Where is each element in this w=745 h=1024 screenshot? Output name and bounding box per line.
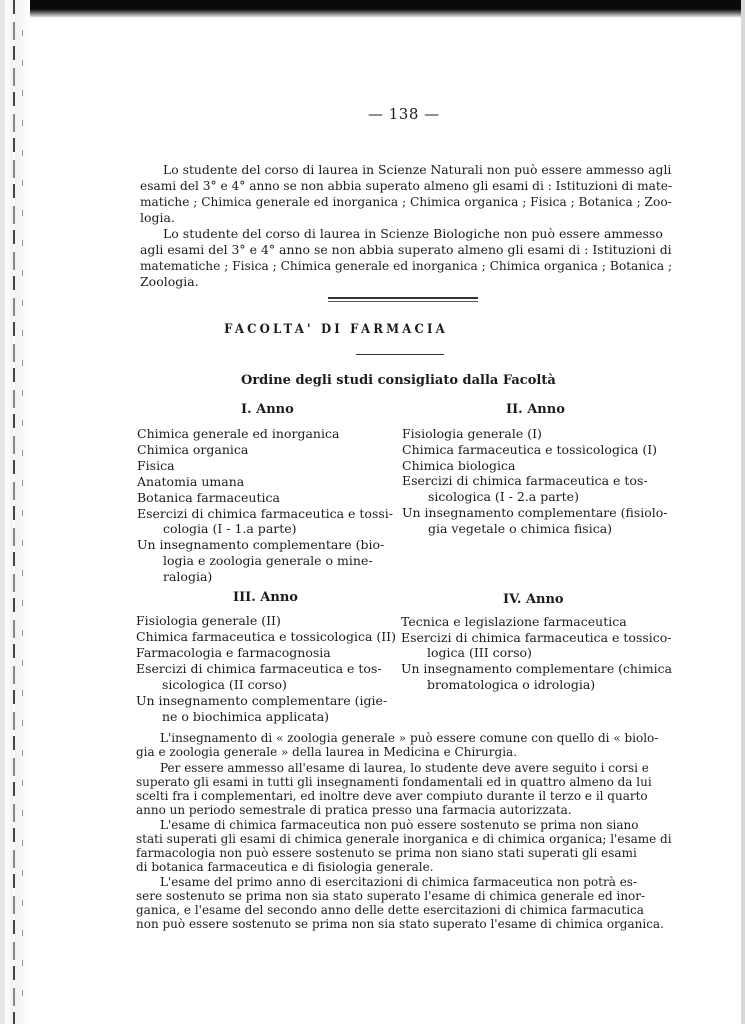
year-3-line: Esercizi di chimica farmaceutica e tos- xyxy=(136,661,382,676)
year-3-line: sicologica (II corso) xyxy=(162,677,287,692)
note-line: ganica, e l'esame del secondo anno delle dette esercitazioni di chimica farmacutica xyxy=(136,903,644,917)
year-2-line: Esercizi di chimica farmaceutica e tos- xyxy=(402,473,648,488)
heading-underline xyxy=(356,354,444,355)
intro-p1-line-2: esami del 3° e 4° anno se non abbia superato almeno gli esami di : Istituzioni di mate- xyxy=(140,178,673,193)
year-1-line: Chimica generale ed inorganica xyxy=(137,426,340,441)
year-2-line: gia vegetale o chimica fisica) xyxy=(428,521,613,536)
year-1-line: Botanica farmaceutica xyxy=(137,490,280,505)
note-line: non può essere sostenuto se prima non sia stato superato l'esame di chimica organica. xyxy=(136,917,664,931)
year-4-line: bromatologica o idrologia) xyxy=(427,677,596,692)
note-line: Per essere ammesso all'esame di laurea, lo studente deve avere seguito i corsi e xyxy=(160,761,649,775)
year-2-line: Un insegnamento complementare (fisiolo- xyxy=(402,505,668,520)
year-4-title: IV. Anno xyxy=(503,592,564,607)
year-1-line: cologia (I - 1.a parte) xyxy=(163,521,297,536)
note-line: sere sostenuto se prima non sia stato superato l'esame di chimica generale ed inor- xyxy=(136,889,646,903)
note-line: di botanica farmaceutica e di fisiologia generale. xyxy=(136,860,434,874)
year-1-line: Chimica organica xyxy=(137,442,249,457)
intro-p2-line-2: agli esami del 3° e 4° anno se non abbia superato almeno gli esami di : Istituzioni di xyxy=(140,242,672,257)
intro-p1-line-1: Lo studente del corso di laurea in Scienze Naturali non può essere ammesso agli xyxy=(163,162,672,177)
year-4-line: Tecnica e legislazione farmaceutica xyxy=(401,614,627,629)
year-4-line: Esercizi di chimica farmaceutica e tossico- xyxy=(401,630,672,645)
faculty-heading: FACOLTA' DI FARMACIA xyxy=(224,322,448,337)
intro-p2-line-3: matematiche ; Fisica ; Chimica generale ed inorganica ; Chimica organica ; Botanica ; xyxy=(140,258,673,273)
year-3-title: III. Anno xyxy=(233,590,298,605)
year-1-title: I. Anno xyxy=(241,402,294,417)
year-2-line: Chimica biologica xyxy=(402,458,516,473)
year-3-line: Farmacologia e farmacognosia xyxy=(136,645,331,660)
study-order-title: Ordine degli studi consigliato dalla Facoltà xyxy=(241,373,556,388)
intro-p1-line-4: logia. xyxy=(140,210,175,225)
year-4-line: Un insegnamento complementare (chimica xyxy=(401,661,672,676)
note-line: stati superati gli esami di chimica generale inorganica e di chimica organica; l'esame di xyxy=(136,832,672,846)
year-1-line: Esercizi di chimica farmaceutica e tossi- xyxy=(137,506,393,521)
year-3-line: Fisiologia generale (II) xyxy=(136,613,281,628)
year-1-line: Fisica xyxy=(137,458,175,473)
note-line: gia e zoologia generale » della laurea in Medicina e Chirurgia. xyxy=(136,745,517,759)
note-line: anno un periodo semestrale di pratica presso una farmacia autorizzata. xyxy=(136,803,572,817)
double-rule-bottom xyxy=(328,301,478,302)
intro-p1-line-3: matiche ; Chimica generale ed inorganica ; Chimica organica ; Fisica ; Botanica ; Zoo- xyxy=(140,194,672,209)
year-3-line: ne o biochimica applicata) xyxy=(162,709,330,724)
note-line: scelti fra i complementari, ed inoltre deve aver compiuto durante il terzo e il quarto xyxy=(136,789,648,803)
note-line: farmacologia non può essere sostenuto se prima non siano stati superati gli esami xyxy=(136,846,637,860)
note-line: L'esame del primo anno di esercitazioni di chimica farmaceutica non potrà es- xyxy=(160,875,638,889)
intro-p2-line-1: Lo studente del corso di laurea in Scienze Biologiche non può essere ammesso xyxy=(163,226,663,241)
year-2-title: II. Anno xyxy=(506,402,565,417)
year-1-line: logia e zoologia generale o mine- xyxy=(163,553,373,568)
year-1-line: ralogia) xyxy=(163,569,213,584)
year-1-line: Un insegnamento complementare (bio- xyxy=(137,537,385,552)
scan-right-edge xyxy=(741,0,745,1024)
year-2-line: Fisiologia generale (I) xyxy=(402,426,542,441)
year-4-line: logica (III corso) xyxy=(427,645,532,660)
scan-binding-edge xyxy=(0,0,30,1024)
year-3-line: Un insegnamento complementare (igie- xyxy=(136,693,388,708)
year-2-line: Chimica farmaceutica e tossicologica (I) xyxy=(402,442,658,457)
note-line: L'esame di chimica farmaceutica non può essere sostenuto se prima non siano xyxy=(160,818,639,832)
page-number: — 138 — xyxy=(368,105,440,123)
note-line: L'insegnamento di « zoologia generale » può essere comune con quello di « biolo- xyxy=(160,731,659,745)
note-line: superato gli esami in tutti gli insegnamenti fondamentali ed in quattro almeno da lui xyxy=(136,775,652,789)
year-1-line: Anatomia umana xyxy=(137,474,245,489)
scan-top-edge xyxy=(0,0,745,18)
double-rule-top xyxy=(328,297,478,299)
year-2-line: sicologica (I - 2.a parte) xyxy=(428,489,579,504)
year-3-line: Chimica farmaceutica e tossicologica (II) xyxy=(136,629,396,644)
intro-p2-line-4: Zoologia. xyxy=(140,274,199,289)
